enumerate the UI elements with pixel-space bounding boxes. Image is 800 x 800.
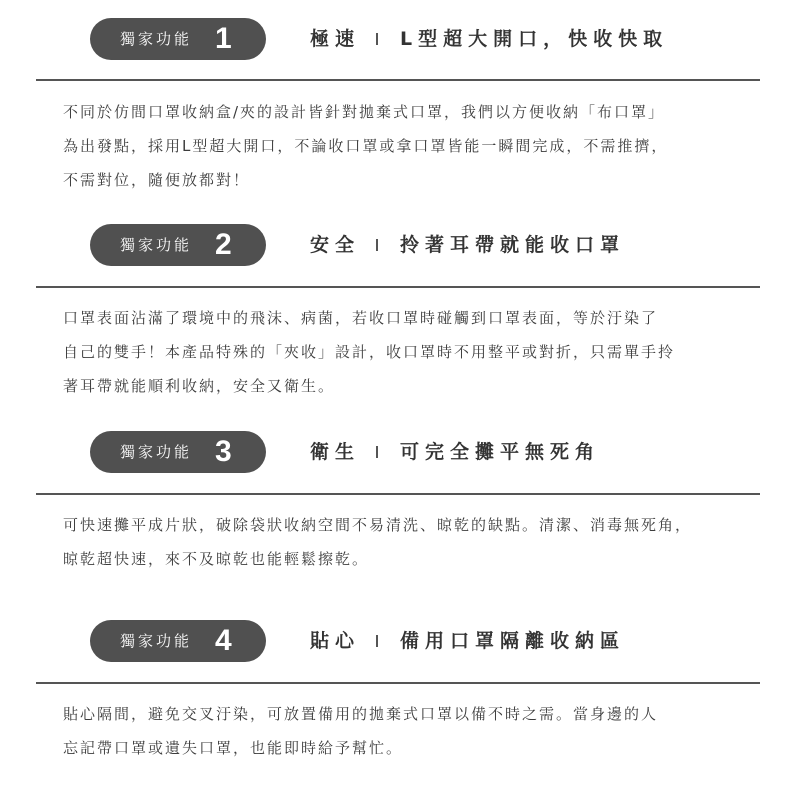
badge-label: 獨家功能	[120, 632, 193, 650]
body-line: 貼心隔間，避免交叉汙染，可放置備用的拋棄式口罩以備不時之需。當身邊的人	[63, 705, 659, 723]
badge-label: 獨家功能	[120, 236, 193, 254]
headline-description: 可完全攤平無死角	[400, 441, 601, 463]
feature-body	[63, 508, 753, 576]
badge-number: 1	[215, 22, 232, 55]
badge-number: 3	[215, 435, 232, 468]
feature-badge	[90, 620, 266, 662]
body-line: 自己的雙手！本產品特殊的「夾收」設計，收口罩時不用整平或對折，只需單手拎	[63, 343, 676, 361]
body-line: 可快速攤平成片狀，破除袋狀收納空間不易清洗、晾乾的缺點。清潔、消毒無死角，	[63, 516, 693, 534]
divider-line	[36, 682, 760, 684]
headline-keyword: 安全	[310, 234, 361, 256]
headline-keyword: 衛生	[310, 441, 361, 463]
feature-body	[63, 697, 753, 765]
body-line: 忘記帶口罩或遺失口罩，也能即時給予幫忙。	[63, 739, 404, 757]
feature-badge	[90, 224, 266, 266]
feature-headline	[310, 431, 600, 473]
headline-description: 備用口罩隔離收納區	[400, 630, 626, 652]
feature-badge	[90, 18, 266, 60]
headline-separator	[376, 239, 378, 251]
badge-label: 獨家功能	[120, 443, 193, 461]
divider-line	[36, 79, 760, 81]
feature-body	[63, 301, 753, 403]
feature-body	[63, 95, 753, 197]
divider-line	[36, 286, 760, 288]
divider-line	[36, 493, 760, 495]
headline-separator	[376, 635, 378, 647]
headline-separator	[376, 446, 378, 458]
body-line: 為出發點，採用L型超大開口，不論收口罩或拿口罩皆能一瞬間完成，不需推擠，	[63, 137, 669, 155]
body-line: 晾乾超快速，來不及晾乾也能輕鬆擦乾。	[63, 550, 370, 568]
body-line: 著耳帶就能順利收納，安全又衛生。	[63, 377, 336, 395]
badge-number: 4	[215, 624, 232, 657]
headline-keyword: 貼心	[310, 630, 361, 652]
body-line: 不需對位，隨便放都對！	[63, 171, 251, 189]
feature-headline	[310, 18, 668, 60]
feature-headline	[310, 224, 625, 266]
badge-label: 獨家功能	[120, 30, 193, 48]
headline-keyword: 極速	[310, 28, 361, 50]
body-line: 不同於仿間口罩收納盒/夾的設計皆針對拋棄式口罩，我們以方便收納「布口罩」	[63, 103, 666, 121]
headline-separator	[376, 33, 378, 45]
headline-description: L型超大開口，快收快取	[400, 28, 669, 50]
headline-description: 拎著耳帶就能收口罩	[400, 234, 626, 256]
badge-number: 2	[215, 228, 232, 261]
body-line: 口罩表面沾滿了環境中的飛沫、病菌，若收口罩時碰觸到口罩表面，等於汙染了	[63, 309, 659, 327]
feature-badge	[90, 431, 266, 473]
feature-headline	[310, 620, 625, 662]
